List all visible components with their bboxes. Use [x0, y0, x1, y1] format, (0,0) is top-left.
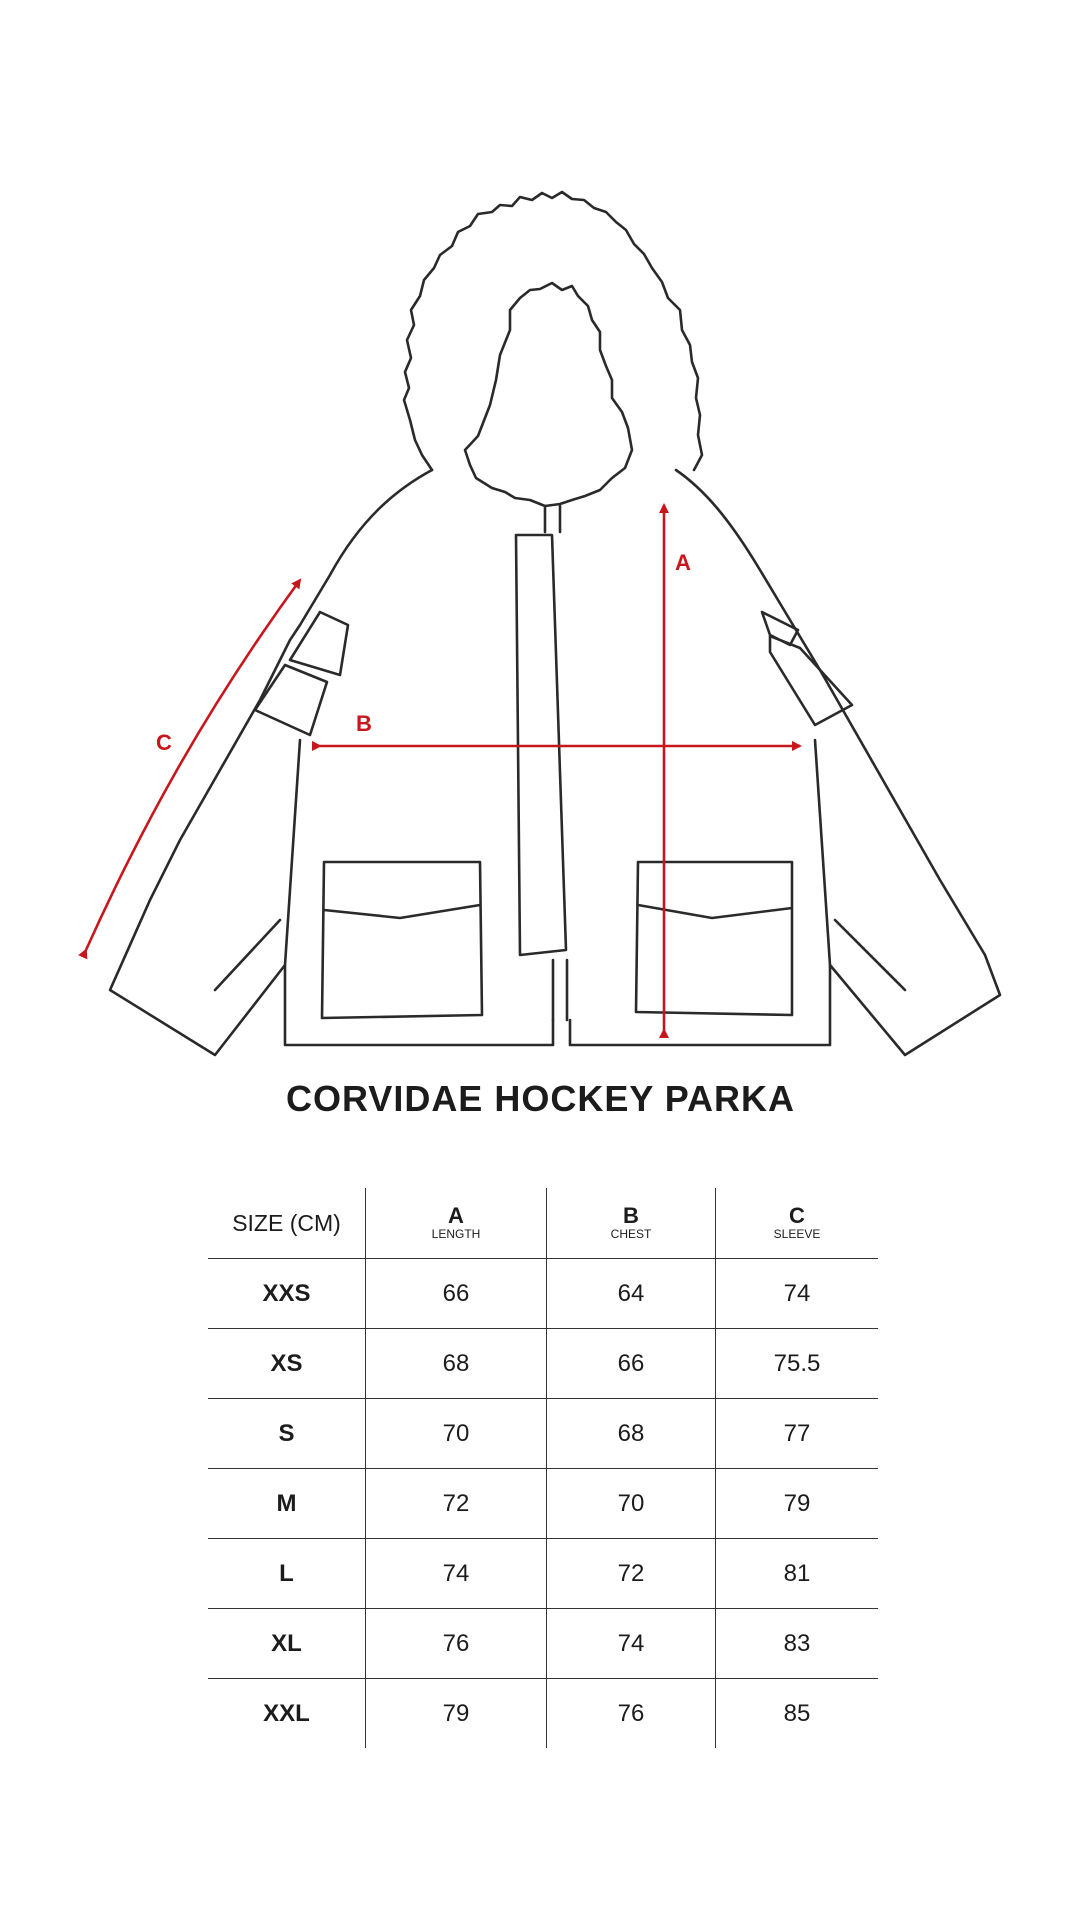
product-title: CORVIDAE HOCKEY PARKA	[285, 1078, 796, 1119]
length-cell: 68	[366, 1329, 547, 1399]
sleeve-cell: 79	[716, 1469, 879, 1539]
header-chest	[547, 1188, 716, 1259]
chest-cell: 68	[547, 1399, 716, 1469]
size-cell: XS	[208, 1329, 366, 1399]
label-a: A	[675, 550, 691, 575]
length-cell: 74	[366, 1539, 547, 1609]
left-pocket	[322, 862, 482, 1018]
header-length-letter: A	[448, 1203, 464, 1228]
header-length	[366, 1188, 547, 1259]
chest-cell: 66	[547, 1329, 716, 1399]
header-sleeve	[716, 1188, 879, 1259]
table-row	[208, 1469, 878, 1539]
chest-cell: 64	[547, 1259, 716, 1329]
right-pocket	[636, 862, 792, 1015]
size-cell: L	[208, 1539, 366, 1609]
size-cell: M	[208, 1469, 366, 1539]
sleeve-cell: 81	[716, 1539, 879, 1609]
sleeve-cell: 75.5	[716, 1329, 879, 1399]
header-chest-sub: CHEST	[610, 1227, 652, 1241]
table-row	[208, 1539, 878, 1609]
chest-cell: 72	[547, 1539, 716, 1609]
parka-body	[110, 470, 1000, 1055]
table-row	[208, 1679, 878, 1749]
table-row	[208, 1609, 878, 1679]
sleeve-cell: 83	[716, 1609, 879, 1679]
table-header-row	[208, 1188, 878, 1259]
size-cell: S	[208, 1399, 366, 1469]
sleeve-cell: 74	[716, 1259, 879, 1329]
table-row	[208, 1259, 878, 1329]
table-row	[208, 1399, 878, 1469]
chest-cell: 70	[547, 1469, 716, 1539]
length-cell: 72	[366, 1469, 547, 1539]
sleeve-cell: 77	[716, 1399, 879, 1469]
length-cell: 79	[366, 1679, 547, 1749]
header-chest-letter: B	[623, 1203, 639, 1228]
arrow-c	[86, 580, 300, 950]
header-sleeve-letter: C	[789, 1203, 805, 1228]
length-cell: 70	[366, 1399, 547, 1469]
header-size: SIZE (CM)	[232, 1209, 341, 1236]
sleeve-cell: 85	[716, 1679, 879, 1749]
chest-cell: 74	[547, 1609, 716, 1679]
size-cell: XXS	[208, 1259, 366, 1329]
hood-fur-outer	[404, 192, 702, 470]
table-row	[208, 1329, 878, 1399]
size-cell: XL	[208, 1609, 366, 1679]
header-sleeve-sub: SLEEVE	[773, 1227, 821, 1241]
label-b: B	[356, 711, 372, 736]
length-cell: 76	[366, 1609, 547, 1679]
hood-opening	[465, 283, 632, 506]
right-sleeve-patch	[762, 612, 852, 725]
length-cell: 66	[366, 1259, 547, 1329]
left-sleeve-patch	[255, 612, 348, 735]
label-c: C	[156, 730, 172, 755]
size-chart-table	[208, 1188, 878, 1748]
chest-cell: 76	[547, 1679, 716, 1749]
header-length-sub: LENGTH	[431, 1227, 481, 1241]
size-cell: XXL	[208, 1679, 366, 1749]
